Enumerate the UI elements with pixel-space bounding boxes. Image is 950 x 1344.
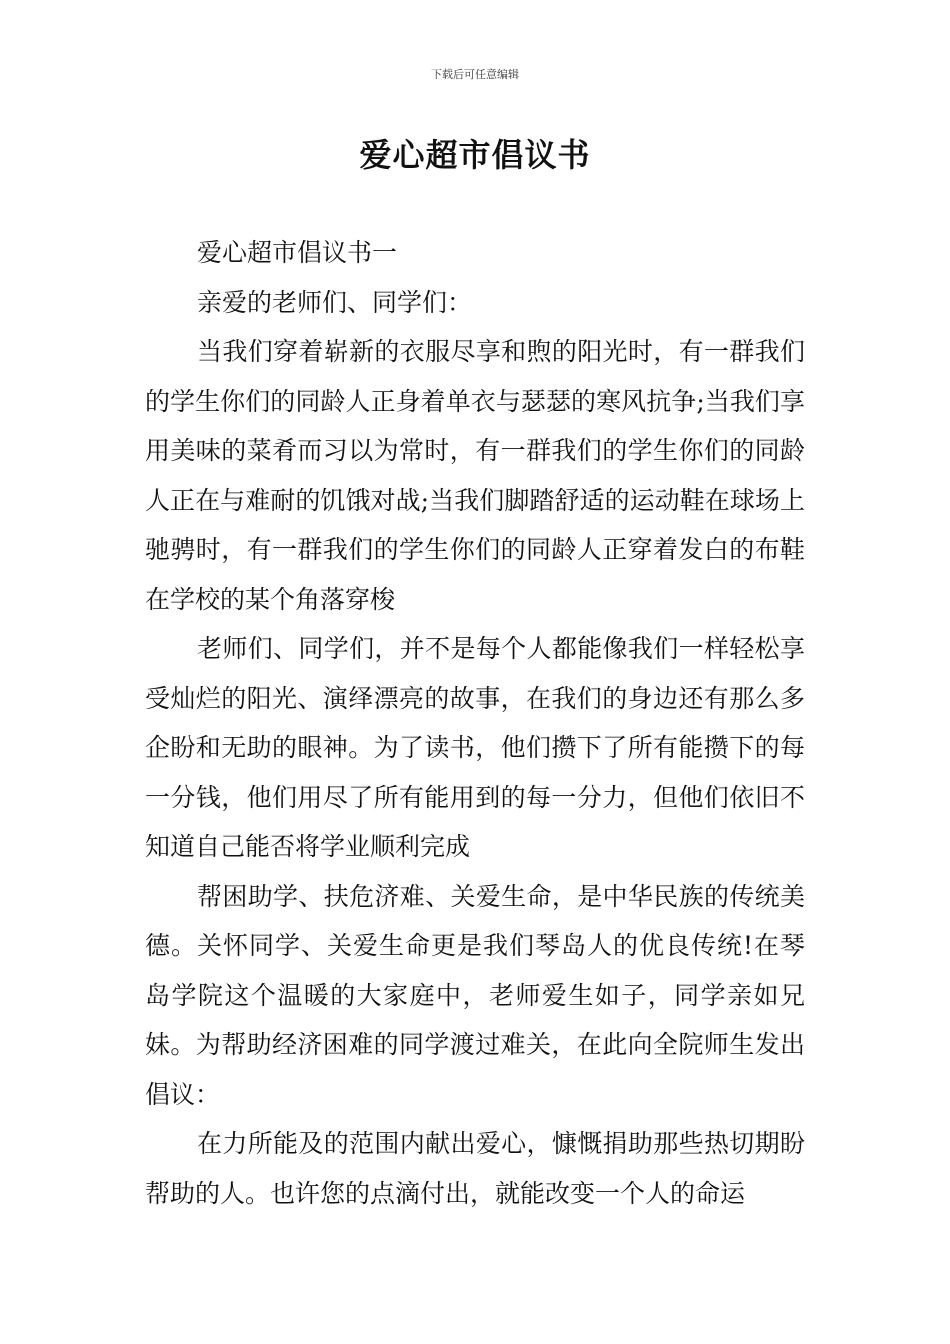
- paragraph-2: 老师们、同学们，并不是每个人都能像我们一样轻松享受灿烂的阳光、演绎漂亮的故事，在我们的身边还有那么多企盼和无助的眼神。为了读书，他们攒下了所有能攒下的每一分钱，他们用尽了所有能用到的每一分力，但他们依旧不知道自己能否将学业顺利完成: [145, 634, 805, 861]
- header-note: 下载后可任意编辑: [431, 68, 519, 81]
- paragraph-salutation: 亲爱的老师们、同学们：: [197, 287, 473, 317]
- paragraph-4: 在力所能及的范围内献出爱心，慷慨捐助那些热切期盼帮助的人。也许您的点滴付出，就能改变一个人的命运: [145, 1129, 805, 1208]
- paragraph-3: 帮困助学、扶危济难、关爱生命，是中华民族的传统美德。关怀同学、关爱生命更是我们琴岛人的优良传统!在琴岛学院这个温暖的大家庭中，老师爱生如子，同学亲如兄妹。为帮助经济困难的同学渡过难关，在此向全院师生发出倡议：: [145, 881, 805, 1109]
- document-title: 爱心超市倡议书: [359, 136, 591, 174]
- paragraph-1: 当我们穿着崭新的衣服尽享和煦的阳光时，有一群我们的学生你们的同龄人正身着单衣与瑟瑟的寒风抗争;当我们享用美味的菜肴而习以为常时，有一群我们的学生你们的同龄人正在与难耐的饥饿对战;当我们脚踏舒适的运动鞋在球场上驰骋时，有一群我们的学生你们的同龄人正穿着发白的布鞋在学校的某个角落穿梭: [145, 337, 805, 614]
- document-body: [145, 228, 805, 1218]
- paragraph-subtitle: 爱心超市倡议书一: [197, 238, 398, 267]
